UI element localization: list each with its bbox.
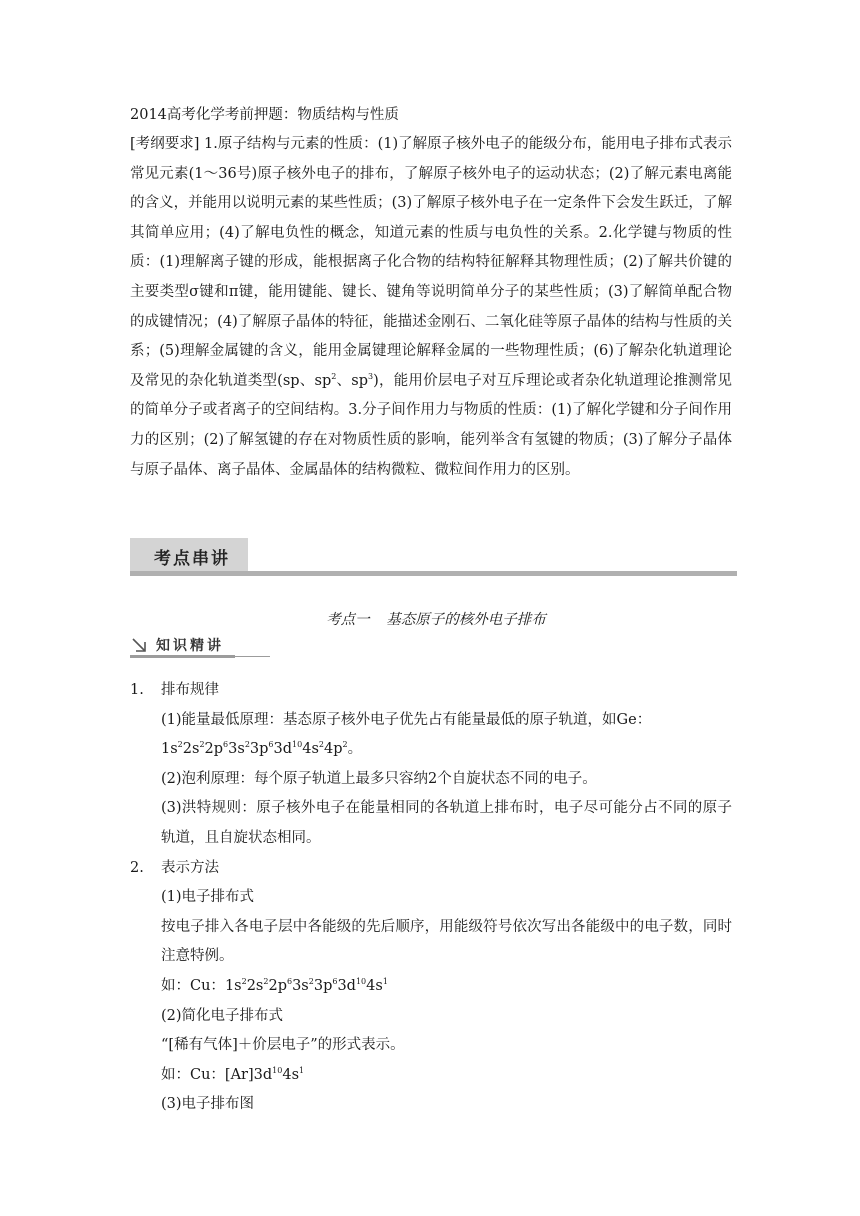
section-title: 排布规律 [161, 682, 219, 698]
ge-electron-config [161, 741, 348, 757]
knowledge-underline [130, 655, 235, 658]
electron-config [130, 735, 732, 765]
method-description: “[稀有气体]＋价层电子”的形式表示。 [161, 1037, 405, 1054]
electron-count: 2 [308, 976, 314, 986]
electron-count: 2 [318, 740, 324, 750]
banner-title: 考点串讲 [154, 549, 230, 569]
section-number: 1. [130, 682, 144, 698]
knowledge-underline-thin [235, 656, 270, 657]
example-prefix: 如：Cu： [161, 977, 225, 994]
orbital-symbol: 2p [204, 741, 224, 758]
banner-underline [130, 571, 737, 576]
electron-count: 10 [355, 976, 367, 986]
electron-count: 10 [292, 740, 303, 750]
electron-count: 6 [268, 740, 274, 750]
orbital-symbol: 4s [302, 741, 319, 758]
orbital-symbol: 2p [268, 977, 287, 994]
orbital-symbol: 2s [182, 741, 200, 758]
orbital-symbol: 4p [323, 741, 343, 758]
orbital-symbol: 2s [246, 977, 264, 994]
orbital-symbol: 3d [273, 741, 293, 758]
punctuation: 。 [347, 741, 363, 758]
superscript: 3 [368, 371, 374, 381]
orbital-symbol: 1s [224, 977, 242, 994]
example-line [130, 1061, 732, 1091]
knowledge-heading [130, 634, 270, 660]
superscript: 2 [331, 371, 337, 381]
electron-count: 10 [272, 1065, 283, 1075]
electron-count: 1 [382, 976, 388, 986]
electron-count: 2 [263, 976, 269, 986]
topic-number: 考点一 [326, 612, 370, 628]
electron-count: 2 [241, 976, 247, 986]
orbital-symbol: 4s [366, 977, 383, 994]
example-prefix: 如：Cu：[Ar] [161, 1066, 254, 1083]
method-title: (2)简化电子排布式 [161, 1007, 284, 1024]
orbital-symbol: 3s [292, 977, 309, 994]
section-banner [130, 538, 737, 578]
electron-count: 6 [286, 976, 293, 986]
rule-text: (1)能量最低原理：基态原子核外电子优先占有能量最低的原子轨道，如Ge： [161, 711, 652, 728]
content-body [130, 676, 732, 1120]
cu-short-config [254, 1067, 304, 1083]
section-number: 2. [130, 859, 144, 876]
method-title: (3)电子排布图 [161, 1096, 255, 1113]
orbital-symbol: 3d [337, 977, 356, 994]
knowledge-title: 知识精讲 [156, 638, 224, 654]
orbital-symbol: 3p [313, 977, 333, 994]
section-title: 表示方法 [161, 859, 219, 876]
orbital-symbol: 3d [253, 1066, 273, 1083]
orbital-symbol: 3s [228, 741, 245, 758]
method-description: 按电子排入各电子层中各能级的先后顺序，用能级符号依次写出各能级中的电子数，同时注意特例。 [161, 918, 732, 965]
orbital-symbol: 4s [282, 1066, 300, 1083]
requirements-text-part1: 1.原子结构与元素的性质：(1)了解原子核外电子的能级分布，能用电子排布式表示常见元素(1～36号)原子核外电子的排布，了解原子核外电子的运动状态；(2)了解元素电离能的含义，并能用以说明元素的某些性质；(3)了解原子核外电子在一定条件下会发生跃迁，了解其简单应用；(4)了解电负性的概念，知道元素的性质与电负性的关系。2.化学键与物质的性质：(1)理解离子键的形成，能根据离子化合物的结构特征解释其物理性质；(2)了解共价键的主要类型σ键和π键，能用键能、键长、键角等说明简单分子的某些性质；(3)了解简单配合物的成键情况；(4)了解原子晶体的特征，能描述金刚石、二氧化硅等原子晶体的结构与性质的关系；(5)理解金属键的含义，能用金属键理论解释金属的一些物理性质；(6)了解杂化轨道理论及常见的杂化轨道类型(sp、sp [130, 136, 733, 389]
electron-count: 2 [199, 740, 205, 750]
exam-requirements [130, 130, 732, 485]
section-heading [130, 854, 732, 884]
electron-count: 2 [342, 740, 348, 750]
requirements-label: [考纲要求] [130, 136, 200, 152]
document-title: 2014高考化学考前押题：物质结构与性质 [130, 107, 399, 123]
rule-text: (3)洪特规则：原子核外电子在能量相同的各轨道上排布时，电子尽可能分占不同的原子轨道，且自旋状态相同。 [161, 800, 732, 846]
rule-text: (2)泡利原理：每个原子轨道上最多只容纳2个自旋状态不同的电子。 [161, 770, 597, 787]
method-title: (1)电子排布式 [161, 889, 255, 906]
requirements-text-part2: 、sp [336, 372, 368, 389]
arrow-icon [130, 635, 150, 655]
topic-heading [0, 608, 860, 629]
cu-electron-config [225, 978, 388, 994]
section-heading [130, 676, 732, 706]
electron-count: 6 [223, 740, 229, 750]
electron-count: 2 [244, 740, 250, 750]
example-line [130, 972, 732, 1002]
orbital-symbol: 3p [249, 741, 269, 758]
orbital-symbol: 1s [161, 741, 178, 758]
electron-count: 2 [177, 740, 183, 750]
requirements-text-part3: )，能用价层电子对互斥理论或者杂化轨道理论推测常见的简单分子或者离子的空间结构。3.分子间作用力与物质的性质：(1)了解化学键和分子间作用力的区别；(2)了解氢键的存在对物质性质的影响，能列举含有氢键的物质；(3)了解分子晶体与原子晶体、离子晶体、金属晶体的结构微粒、微粒间作用力的区别。 [130, 372, 732, 478]
topic-title: 基态原子的核外电子排布 [386, 612, 546, 628]
electron-count: 1 [299, 1065, 305, 1075]
electron-count: 6 [332, 976, 338, 986]
